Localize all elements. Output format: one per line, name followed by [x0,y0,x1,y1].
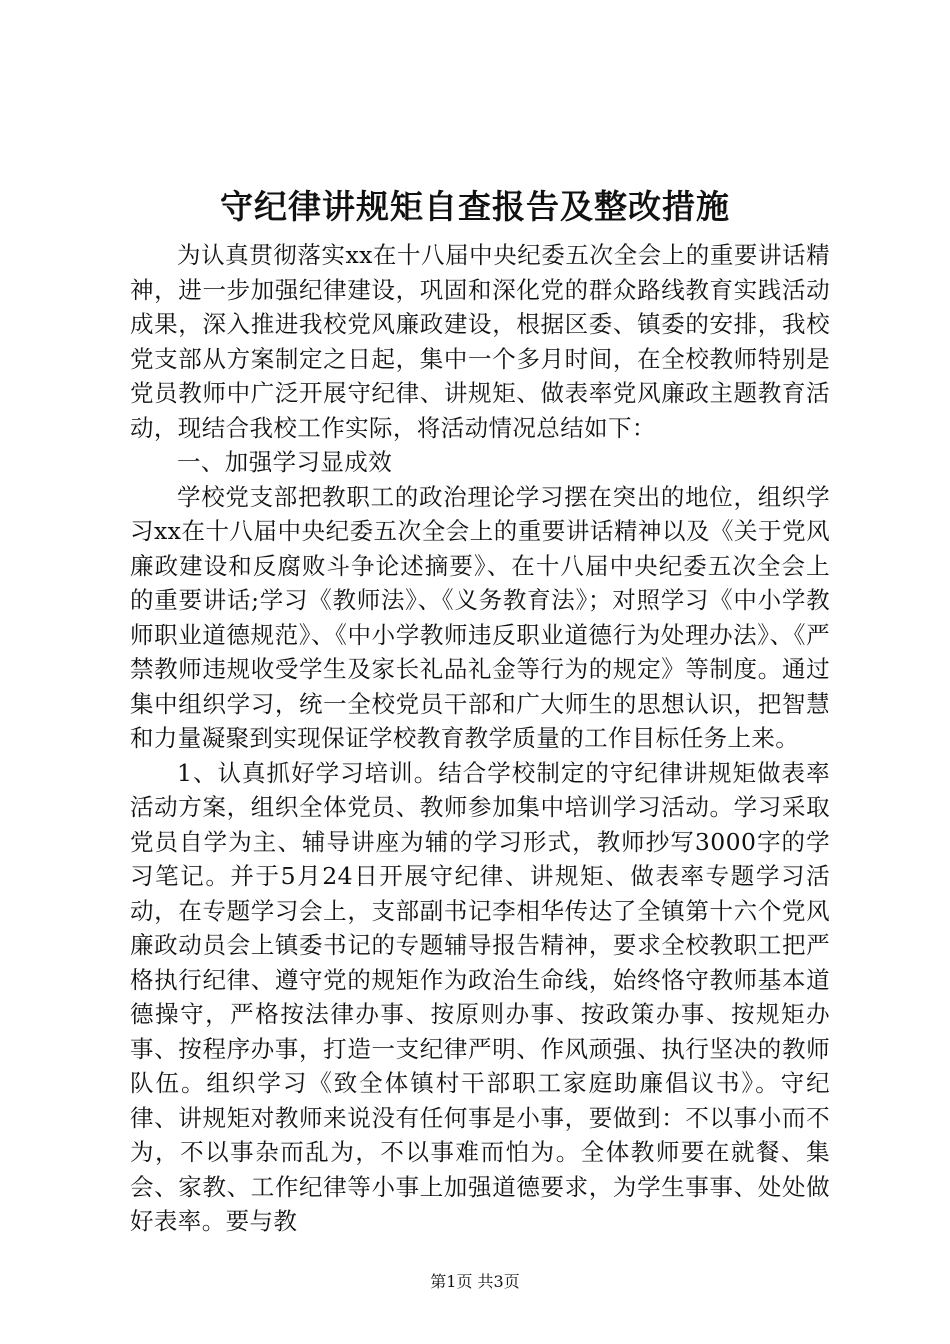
page-number-footer: 第1页 共3页 [430,1272,520,1291]
paragraph-training: 1、认真抓好学习培训。结合学校制定的守纪律讲规矩做表率活动方案，组织全体党员、教师参加集中培训学习活动。学习采取党员自学为主、辅导讲座为辅的学习形式，教师抄写3000字的学习笔记。并于5月24日开展守纪律、讲规矩、做表率专题学习活动，在专题学习会上，支部副书记李相华传达了全镇第十六个党风廉政动员会上镇委书记的专题辅导报告精神，要求全校教职工把严格执行纪律、遵守党的规矩作为政治生命线，始终恪守教师基本道德操守，严格按法律办事、按原则办事、按政策办事、按规矩办事、按程序办事，打造一支纪律严明、作风顽强、执行坚决的教师队伍。组织学习《致全体镇村干部职工家庭助廉倡议书》。守纪律、讲规矩对教师来说没有任何事是小事，要做到：不以事小而不为，不以事杂而乱为，不以事难而怕为。全体教师要在就餐、集会、家教、工作纪律等小事上加强道德要求，为学生事事、处处做好表率。要与教 [130,758,830,1235]
section-heading: 一、加强学习显成效 [177,448,393,476]
document-body [130,238,830,1239]
paragraph-intro: 为认真贯彻落实xx在十八届中央纪委五次全会上的重要讲话精神，进一步加强纪律建设，巩固和深化党的群众路线教育实践活动成果，深入推进我校党风廉政建设，根据区委、镇委的安排，我校党支部从方案制定之日起，集中一个多月时间，在全校教师特别是党员教师中广泛开展守纪律、讲规矩、做表率党风廉政主题教育活动，现结合我校工作实际，将活动情况总结如下： [130,241,830,442]
paragraph-study: 学校党支部把教职工的政治理论学习摆在突出的地位，组织学习xx在十八届中央纪委五次全会上的重要讲话精神以及《关于党风廉政建设和反腐败斗争论述摘要》、在十八届中央纪委五次全会上的重要讲话;学习《教师法》、《义务教育法》；对照学习《中小学教师职业道德规范》、《中小学教师违反职业道德行为处理办法》、《严禁教师违规收受学生及家长礼品礼金等行为的规定》等制度。通过集中组织学习，统一全校党员干部和广大师生的思想认识，把智慧和力量凝聚到实现保证学校教育教学质量的工作目标任务上来。 [130,482,830,752]
document-title: 守纪律讲规矩自查报告及整改措施 [220,187,730,226]
